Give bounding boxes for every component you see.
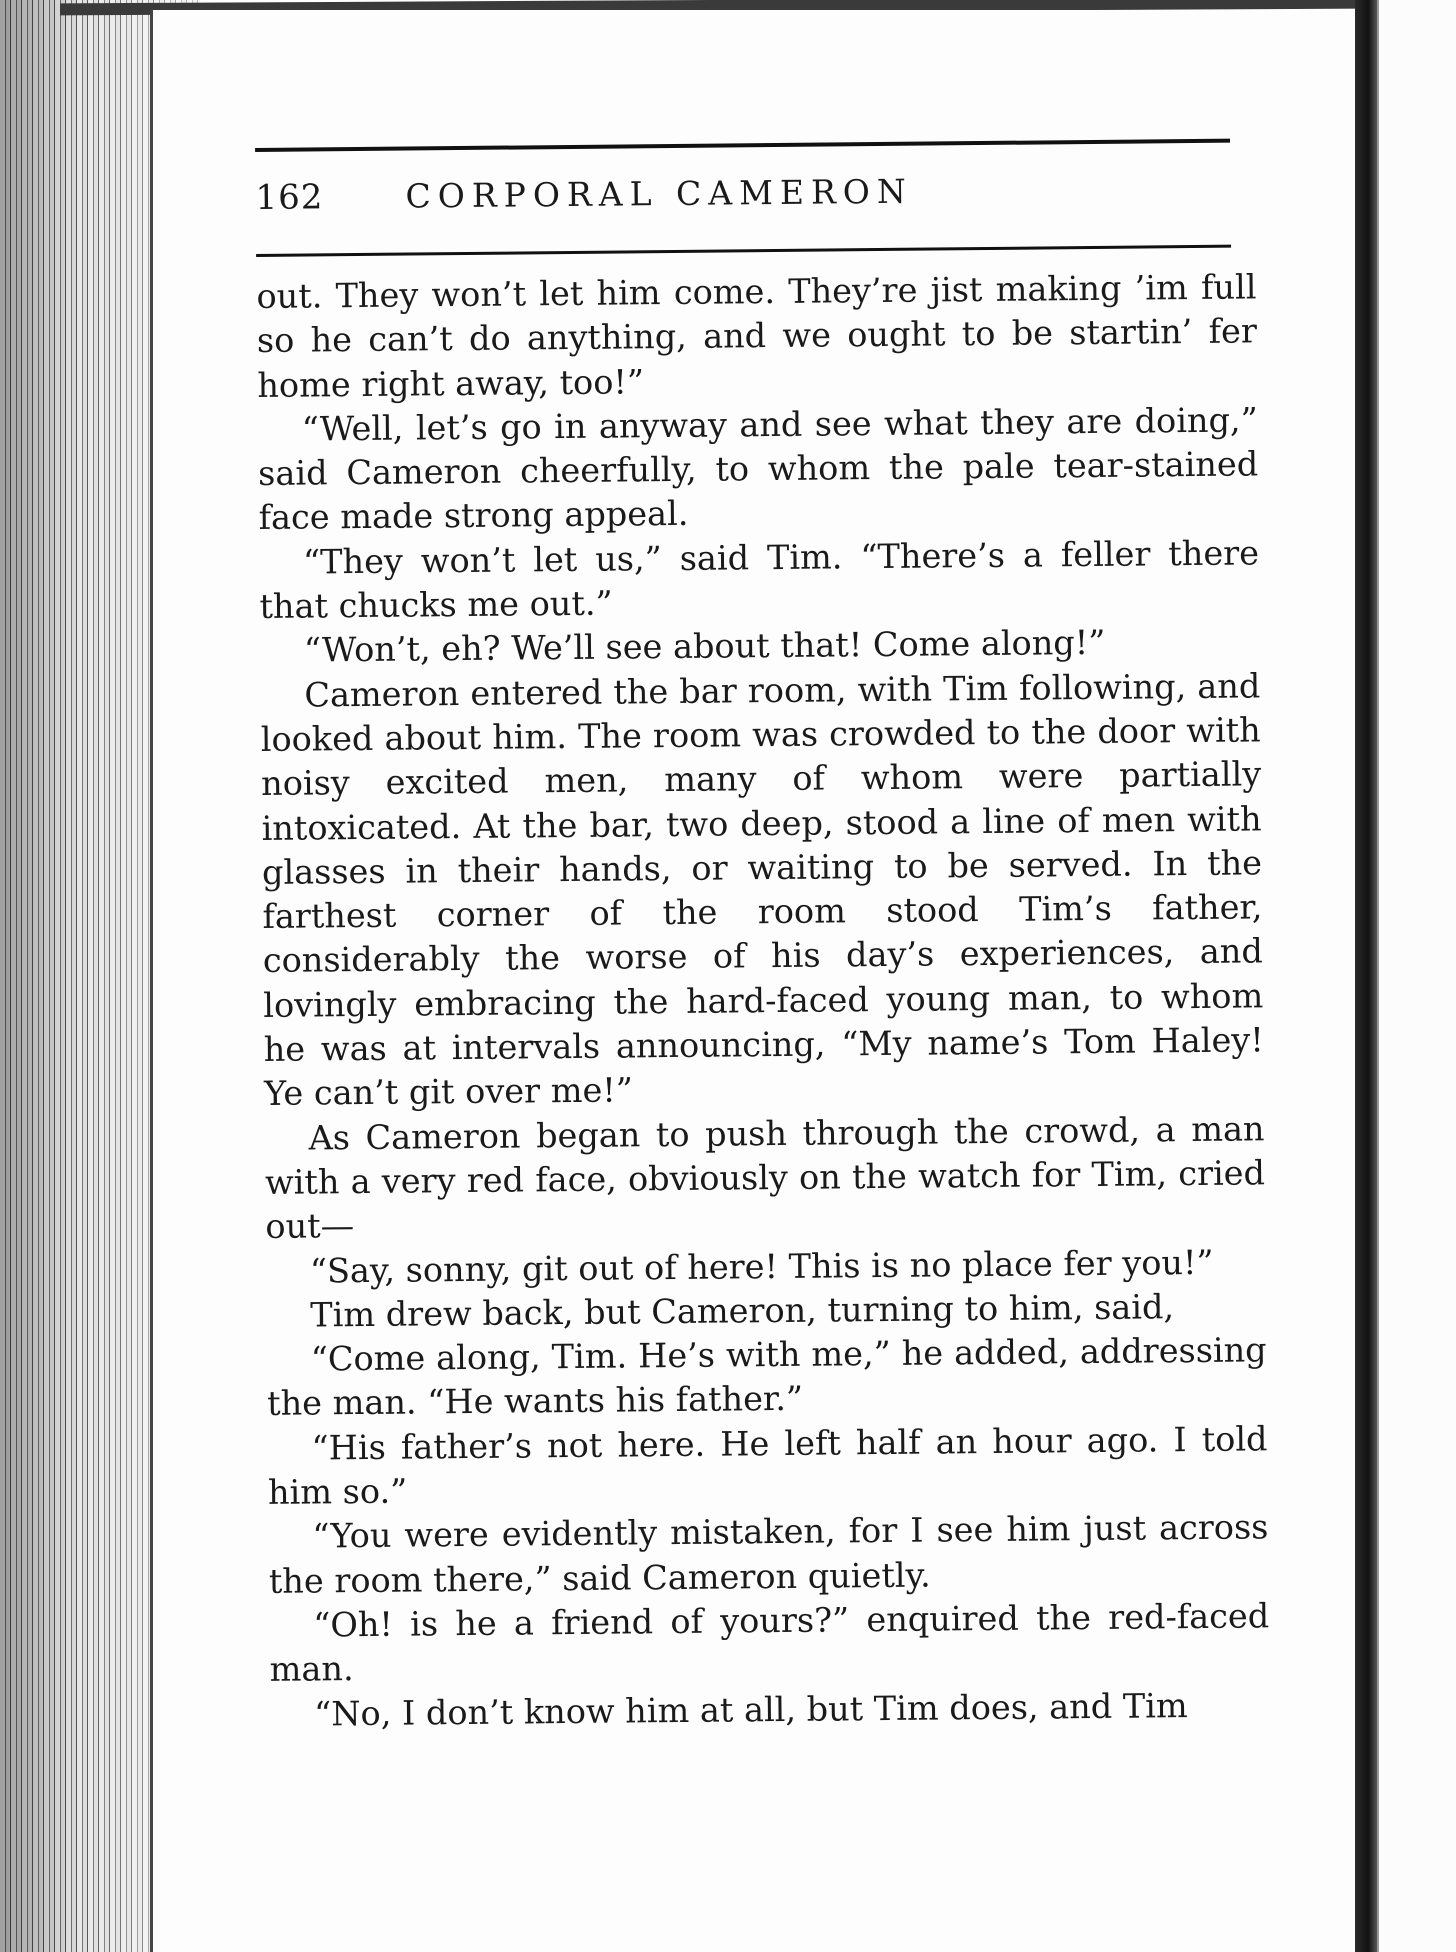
running-header bbox=[255, 143, 1231, 244]
paragraph: “No, I don’t know him at all, but Tim does, and Tim bbox=[313, 1685, 1188, 1734]
header-rule-bottom bbox=[256, 245, 1231, 257]
book-gutter bbox=[1355, 0, 1377, 1952]
paragraph: As Cameron began to push through the crowd, a man with a very red face, obviously on the watch for Tim, cried out— bbox=[264, 1108, 1266, 1247]
paragraph: “Say, sonny, git out of here! This is no place fer you!” bbox=[309, 1242, 1214, 1291]
paragraph: Cameron entered the bar room, with Tim following, and looked about him. The room was crowded to the door with noisy excited men, many of whom were partially intoxicated. At the bar, two deep, stood a line of men with glasses in their hands, or waiting to be served. In the farthest corner of the room stood Tim’s father, considerably the worse of his day’s experiences, and lovingly embracing the hard-faced young man, to whom he was at intervals announcing, “My name’s Tom Haley! Ye can’t git over me!” bbox=[260, 666, 1264, 1114]
paragraph: “Oh! is he a friend of yours?” enquired the red-faced man. bbox=[269, 1596, 1270, 1690]
page-number: 162 bbox=[255, 177, 324, 218]
facing-page-edge bbox=[1377, 0, 1456, 1952]
body-text bbox=[256, 265, 1270, 1736]
paragraph: out. They won’t let him come. They’re jist making ’im full so he can’t do anything, and we ought to be startin’ fer home right away, too!” bbox=[256, 267, 1258, 405]
paragraph: “You were evidently mistaken, for I see him just across the room there,” said Cameron quietly. bbox=[268, 1507, 1269, 1601]
paragraph: Tim drew back, but Cameron, turning to him, said, bbox=[310, 1287, 1175, 1335]
paragraph: “Come along, Tim. He’s with me,” he added, addressing the man. “He wants his father.” bbox=[266, 1330, 1267, 1424]
paragraph: “They won’t let us,” said Tim. “There’s a feller there that chucks me out.” bbox=[259, 533, 1260, 627]
paragraph: “Well, let’s go in anyway and see what they are doing,” said Cameron cheerfully, to whom the pale tear-stained face made strong appeal. bbox=[258, 400, 1259, 538]
paragraph: “His father’s not here. He left half an hour ago. I told him so.” bbox=[267, 1419, 1268, 1512]
running-title: CORPORAL CAMERON bbox=[405, 171, 913, 216]
page-content bbox=[255, 130, 1270, 1736]
paragraph: “Won’t, eh? We’ll see about that! Come along!” bbox=[303, 623, 1106, 670]
